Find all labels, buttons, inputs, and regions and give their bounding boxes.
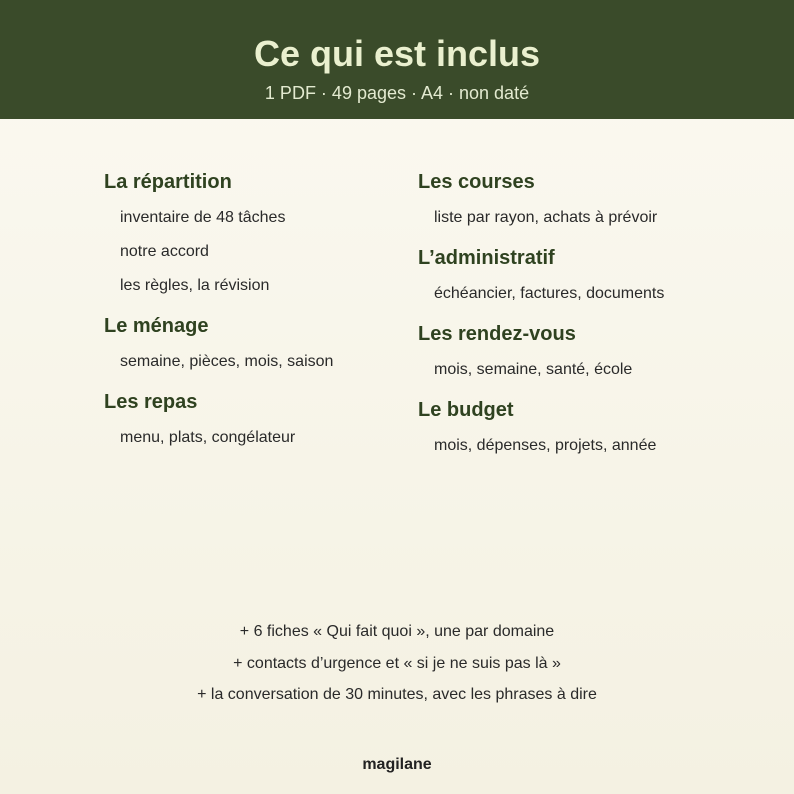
brand-name: magilane (362, 756, 432, 773)
section-menage (104, 311, 444, 379)
section-items (418, 201, 758, 235)
extras-list (0, 616, 794, 711)
right-column (418, 167, 758, 463)
section-title: Les rendez-vous (418, 323, 576, 345)
section-repas (104, 387, 444, 455)
list-item: semaine, pièces, mois, saison (120, 353, 334, 370)
section-items (418, 429, 758, 463)
list-item: échéancier, factures, documents (434, 285, 665, 302)
list-item: inventaire de 48 tâches (120, 209, 286, 226)
extra-item: + 6 fiches « Qui fait quoi », une par domaine (239, 623, 555, 640)
section-title: Les courses (418, 171, 535, 193)
section-courses (418, 167, 758, 235)
list-item: menu, plats, congélateur (120, 429, 296, 446)
extra-item: + la conversation de 30 minutes, avec les phrases à dire (197, 686, 597, 703)
section-repartition (104, 167, 444, 303)
section-administratif (418, 243, 758, 311)
page-subtitle: 1 PDF · 49 pages · A4 · non daté (264, 83, 530, 103)
list-item: les règles, la révision (120, 277, 270, 294)
page-title: Ce qui est inclus (253, 33, 541, 74)
section-items (104, 345, 444, 379)
left-column (104, 167, 444, 455)
section-budget (418, 395, 758, 463)
header-banner (0, 0, 794, 119)
section-rendez-vous (418, 319, 758, 387)
list-item: mois, dépenses, projets, année (434, 437, 657, 454)
list-item: mois, semaine, santé, école (434, 361, 633, 378)
section-items (418, 277, 758, 311)
list-item: notre accord (120, 243, 209, 260)
section-items (418, 353, 758, 387)
section-title: La répartition (104, 171, 232, 193)
section-title: Le budget (418, 399, 514, 421)
section-title: Le ménage (104, 315, 209, 337)
extra-item: + contacts d’urgence et « si je ne suis pas là » (233, 654, 561, 672)
section-title: Les repas (104, 391, 198, 413)
section-items (104, 421, 444, 455)
section-title: L’administratif (418, 247, 555, 269)
section-items (104, 201, 444, 303)
list-item: liste par rayon, achats à prévoir (434, 209, 658, 226)
